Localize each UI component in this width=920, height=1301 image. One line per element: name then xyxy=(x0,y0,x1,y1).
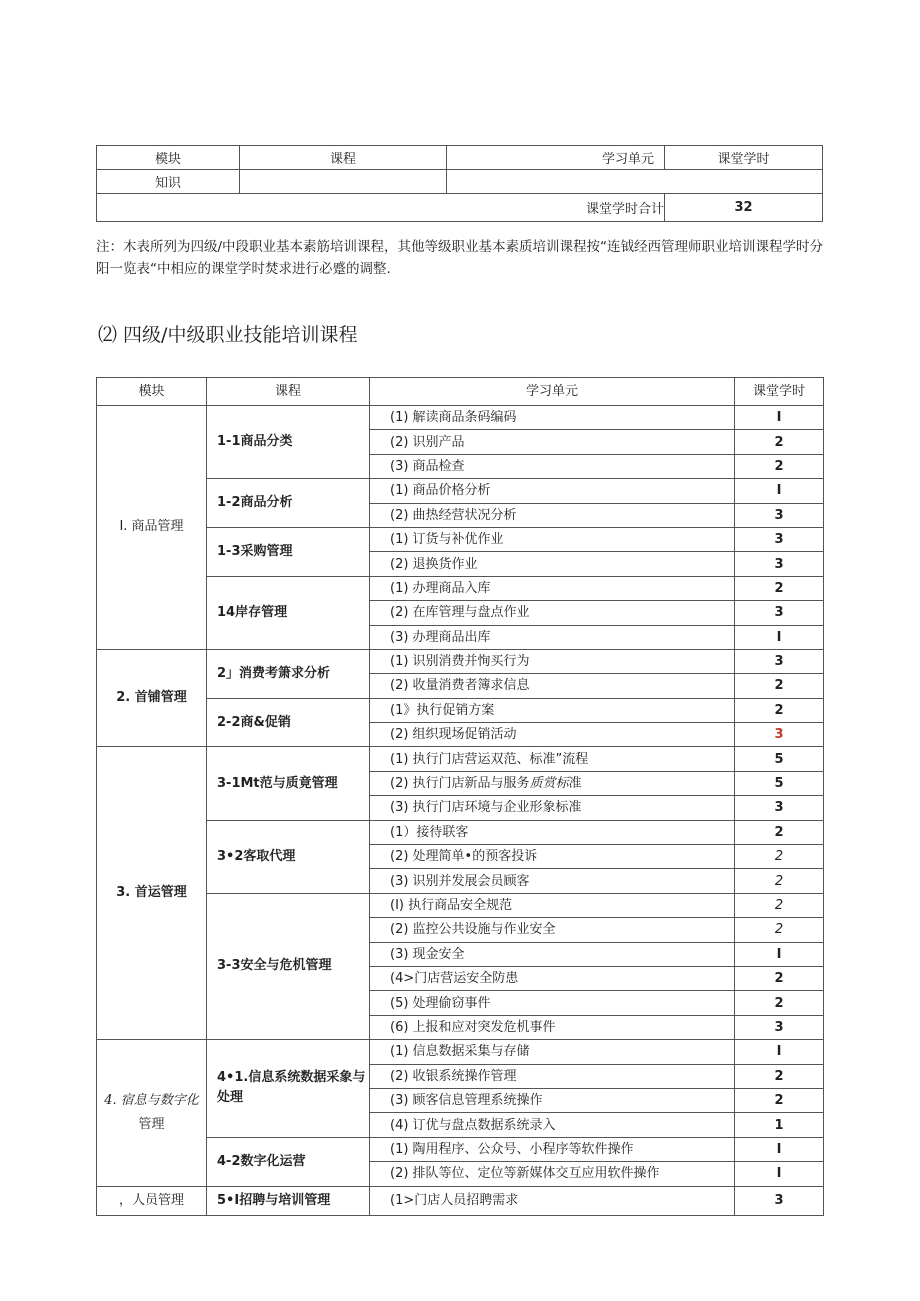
header-module: 模块 xyxy=(97,378,207,406)
unit-cell: (3) 现金安全 xyxy=(370,942,735,966)
hours-cell: 2 xyxy=(735,1064,824,1088)
unit-cell: (2) 排队等位、定位等新媒体交互应用软件操作 xyxy=(370,1162,735,1186)
table-row xyxy=(97,893,824,917)
hours-cell: 2 xyxy=(735,991,824,1015)
unit-cell: (1) 识别消费并恂买行为 xyxy=(370,649,735,673)
course-cell: 14岸存管理 xyxy=(207,576,370,649)
unit-italic-text: 质赏标 xyxy=(529,776,569,792)
header-module: 模块 xyxy=(97,146,240,170)
unit-cell: (3) 执行门店环境与企业形象标准 xyxy=(370,796,735,820)
table-row xyxy=(97,1137,824,1161)
table-row xyxy=(97,820,824,844)
table-note: 注：木表所列为四级/中段职业基本素筋培训课程，其他等级职业基本素质培训课程按“连钺经西管理师职业培训课程学时分阳一览表“中相应的课堂学时焚求进行必蹙的调整. xyxy=(96,239,824,277)
module-cell: ，人员管理 xyxy=(97,1186,207,1215)
unit-cell: (I) 执行商品安全规范 xyxy=(370,893,735,917)
unit-cell: (1) 订货与补优作业 xyxy=(370,527,735,551)
hours-cell: 5 xyxy=(735,771,824,795)
unit-cell: (2) 在库管理与盘点作业 xyxy=(370,601,735,625)
header-hours: 课堂学时 xyxy=(735,378,824,406)
table-row xyxy=(97,406,824,430)
course-cell: 1-3采购管理 xyxy=(207,527,370,576)
hours-cell: 3 xyxy=(735,649,824,673)
hours-cell: I xyxy=(735,625,824,649)
module-cell: 2. 首铺管理 xyxy=(97,649,207,747)
unit-cell: (5) 处理偷窃事件 xyxy=(370,991,735,1015)
hours-cell: 1 xyxy=(735,1113,824,1137)
hours-cell: 2 xyxy=(735,1088,824,1112)
unit-cell: (1》执行促销方案 xyxy=(370,698,735,722)
course-cell: 1-2商品分析 xyxy=(207,479,370,528)
course-cell: 2-2商&促销 xyxy=(207,698,370,747)
unit-cell: (2) 组织现场促销活动 xyxy=(370,723,735,747)
course-cell: 5•I招聘与培训管理 xyxy=(207,1186,370,1215)
hours-cell: 2 xyxy=(735,430,824,454)
unit-cell: (1) 商品价格分析 xyxy=(370,479,735,503)
hours-cell: I xyxy=(735,1137,824,1161)
unit-cell: (2) 监控公共设施与作业安全 xyxy=(370,918,735,942)
unit-cell: (1) 办理商品入库 xyxy=(370,576,735,600)
unit-cell: (2) 收量消费者簿求信息 xyxy=(370,674,735,698)
hours-cell: 2 xyxy=(735,698,824,722)
table-row xyxy=(97,1040,824,1064)
course-cell: 1-1商品分类 xyxy=(207,406,370,479)
module-cell: I. 商品管理 xyxy=(97,406,207,650)
header-hours: 课堂学时 xyxy=(665,146,823,170)
hours-cell: 3 xyxy=(735,552,824,576)
course-cell: 4•1.信息系统数据采象与处理 xyxy=(207,1040,370,1138)
course-cell: 3-3安全与危机管理 xyxy=(207,893,370,1039)
header-course: 课程 xyxy=(207,378,370,406)
hours-cell: I xyxy=(735,406,824,430)
hours-cell: I xyxy=(735,942,824,966)
course-cell: 2」消费考箫求分析 xyxy=(207,649,370,698)
unit-cell: (1) 解读商品条码编码 xyxy=(370,406,735,430)
table-row xyxy=(97,698,824,722)
module-cell: 知识 xyxy=(97,170,240,194)
unit-cell: (6) 上报和应对突发危机事件 xyxy=(370,1015,735,1039)
header-unit: 学习单元 xyxy=(447,146,665,170)
unit-cell: (4>门店营运安全防患 xyxy=(370,966,735,990)
unit-cell: (3) 识别并发展会员顾客 xyxy=(370,869,735,893)
module-cell xyxy=(97,1040,207,1186)
module-name: 4. 宿息与数字化 xyxy=(104,1092,199,1108)
unit-cell: (3) 办理商品出库 xyxy=(370,625,735,649)
hours-cell: 2 xyxy=(735,893,824,917)
unit-cell: (1）接待联客 xyxy=(370,820,735,844)
section-title: ⑵ 四级/中级职业技能培训课程 xyxy=(98,324,358,346)
course-cell xyxy=(240,170,447,194)
table-row xyxy=(97,479,824,503)
total-value: 32 xyxy=(665,194,823,222)
hours-cell: 3 xyxy=(735,796,824,820)
hours-cell: 3 xyxy=(735,1015,824,1039)
knowledge-table xyxy=(96,145,823,222)
skills-course-table xyxy=(96,377,824,1216)
header-course: 课程 xyxy=(240,146,447,170)
module-cell: 3. 首运管理 xyxy=(97,747,207,1040)
unit-cell: (2) 曲热经营状况分析 xyxy=(370,503,735,527)
table-row xyxy=(97,1186,824,1215)
course-cell: 3-1Mt范与质竟管理 xyxy=(207,747,370,820)
header-unit: 学习单元 xyxy=(370,378,735,406)
hours-cell: 3 xyxy=(735,1186,824,1215)
unit-cell: (1) 信息数据采集与存储 xyxy=(370,1040,735,1064)
unit-cell: (2) 处理简单•的预客投诉 xyxy=(370,845,735,869)
hours-cell: 3 xyxy=(735,527,824,551)
hours-cell: 2 xyxy=(735,845,824,869)
table-row xyxy=(97,576,824,600)
unit-cell: (3) 商品检查 xyxy=(370,454,735,478)
table-row xyxy=(97,649,824,673)
hours-cell: I xyxy=(735,1040,824,1064)
module-name-tail: 管理 xyxy=(138,1116,165,1132)
total-label: 课堂学时合计 xyxy=(97,194,665,222)
unit-cell xyxy=(370,771,735,795)
table-row xyxy=(97,747,824,771)
hours-cell: I xyxy=(735,1162,824,1186)
unit-cell: (1) 执行门店营运双范、标准”流程 xyxy=(370,747,735,771)
unit-cell: (3) 顾客信息管理系统操作 xyxy=(370,1088,735,1112)
unit-cell: (2) 退换货作业 xyxy=(370,552,735,576)
hours-cell: 2 xyxy=(735,820,824,844)
hours-cell: 3 xyxy=(735,723,824,747)
hours-cell: 2 xyxy=(735,674,824,698)
hours-cell: 3 xyxy=(735,601,824,625)
unit-cell: (4) 订优与盘点数据系统录入 xyxy=(370,1113,735,1137)
hours-cell: 3 xyxy=(735,503,824,527)
hours-cell: 2 xyxy=(735,454,824,478)
unit-cell: (2) 识别产品 xyxy=(370,430,735,454)
unit-cell: (2) 收银系统操作管理 xyxy=(370,1064,735,1088)
hours-cell: I xyxy=(735,479,824,503)
unit-text: (2) 执行门店新品与服务 xyxy=(390,776,530,792)
hours-cell: 2 xyxy=(735,918,824,942)
course-cell: 4-2数字化运营 xyxy=(207,1137,370,1186)
hours-cell: 2 xyxy=(735,869,824,893)
course-cell: 3•2客取代理 xyxy=(207,820,370,893)
unit-cell: (1>门店人员招聘需求 xyxy=(370,1186,735,1215)
unit-cell: (1) 陶用程序、公众号、小程序等软件操作 xyxy=(370,1137,735,1161)
unit-cell xyxy=(447,170,823,194)
table-row xyxy=(97,527,824,551)
hours-cell: 5 xyxy=(735,747,824,771)
unit-tail-text: 准 xyxy=(568,776,582,792)
hours-cell: 2 xyxy=(735,966,824,990)
hours-cell: 2 xyxy=(735,576,824,600)
